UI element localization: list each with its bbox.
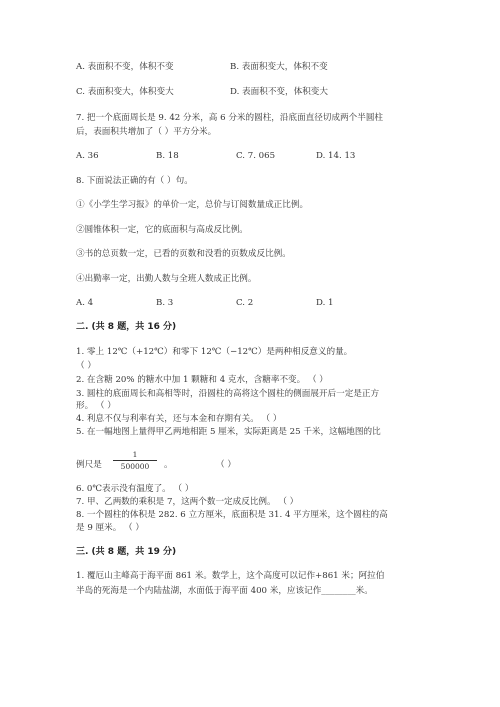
- q6-option-b: B. 表面积变大，体积不变: [230, 62, 328, 72]
- q7-option-a: A. 36: [76, 151, 99, 161]
- section3-title: 三. (共 8 题，共 19 分): [76, 547, 177, 557]
- s3-q1-line2: 半岛的死海是一个内陆盐湖，水面低于海平面 400 米，应该记作________米。: [76, 586, 373, 596]
- s2-q8-line1: 8. 一个圆柱的体积是 282. 6 立方厘米，底面积是 31. 4 平方厘米，这个圆柱的高: [76, 510, 388, 520]
- q7-option-b: B. 18: [156, 151, 179, 161]
- scale-fraction: [113, 450, 157, 471]
- s2-q6: 6. 0℃表示没有温度了。 （ ）: [76, 484, 194, 494]
- s2-q1-line1: 1. 零上 12℃（+12℃）和零下 12℃（−12℃）是两种相反意义的量。: [76, 347, 353, 357]
- s2-q5-prefix: 例尺是: [76, 460, 102, 470]
- q7-option-d: D. 14. 13: [316, 151, 356, 161]
- q8-option-d: D. 1: [316, 298, 334, 308]
- fraction-numerator: 1: [132, 450, 138, 459]
- q6-option-d: D. 表面积不变，体积变大: [230, 87, 328, 97]
- q6-option-c: C. 表面积变大，体积变大: [76, 87, 174, 97]
- s2-q5-suffix: 。: [164, 460, 173, 470]
- s2-q4: 4. 利息不仅与利率有关，还与本金和存期有关。 （ ）: [76, 414, 282, 424]
- s2-q3-line1: 3. 圆柱的底面周长和高相等时，沿圆柱的高将这个圆柱的侧面展开后一定是正方: [76, 389, 380, 399]
- q8-option-b: B. 3: [156, 298, 174, 308]
- s3-q1-line1: 1. 覆厄山主峰高于海平面 861 米。数学上，这个高度可以记作+861 米；阿拉伯: [76, 571, 385, 581]
- s2-q1-line2: （ ）: [76, 361, 96, 371]
- s2-q8-line2: 是 9 厘米。 （ ）: [76, 523, 144, 533]
- q7-stem-line1: 7. 把一个底面周长是 9. 42 分米，高 6 分米的圆柱，沿底面直径切成两个半圆柱: [76, 113, 384, 123]
- s2-q5-line1: 5. 在一幅地图上量得甲乙两地相距 5 厘米，实际距离是 25 千米，这幅地图的比: [76, 427, 381, 437]
- q8-stem: 8. 下面说法正确的有（ ）句。: [76, 176, 193, 186]
- s2-q5-paren: （ ）: [216, 460, 236, 470]
- s2-q3-line2: 形。 （ ）: [76, 401, 116, 411]
- q8-statement-1: ①《小学生学习报》的单价一定，总价与订阅数量成正比例。: [76, 200, 309, 210]
- q7-stem-line2: 后，表面积共增加了（ ）平方分米。: [76, 127, 217, 137]
- s2-q2: 2. 在含糖 20% 的糖水中加 1 颗糖和 4 克水，含糖率不变。 （ ）: [76, 375, 328, 385]
- q8-option-c: C. 2: [236, 298, 254, 308]
- q8-statement-4: ④出勤率一定，出勤人数与全班人数成正比例。: [76, 274, 257, 284]
- q7-option-c: C. 7. 065: [236, 151, 276, 161]
- q8-statement-2: ②圆锥体积一定，它的底面积与高成反比例。: [76, 225, 248, 235]
- q8-option-a: A. 4: [76, 298, 94, 308]
- section2-title: 二. (共 8 题，共 16 分): [76, 322, 177, 332]
- q8-statement-3: ③书的总页数一定，已看的页数和没看的页数成反比例。: [76, 249, 291, 259]
- q6-option-a: A. 表面积不变，体积不变: [76, 62, 174, 72]
- s2-q7: 7. 甲、乙两数的乘积是 7，这两个数一定成反比例。 （ ）: [76, 497, 299, 507]
- fraction-denominator: 500000: [120, 462, 150, 471]
- fraction-bar: [113, 460, 157, 461]
